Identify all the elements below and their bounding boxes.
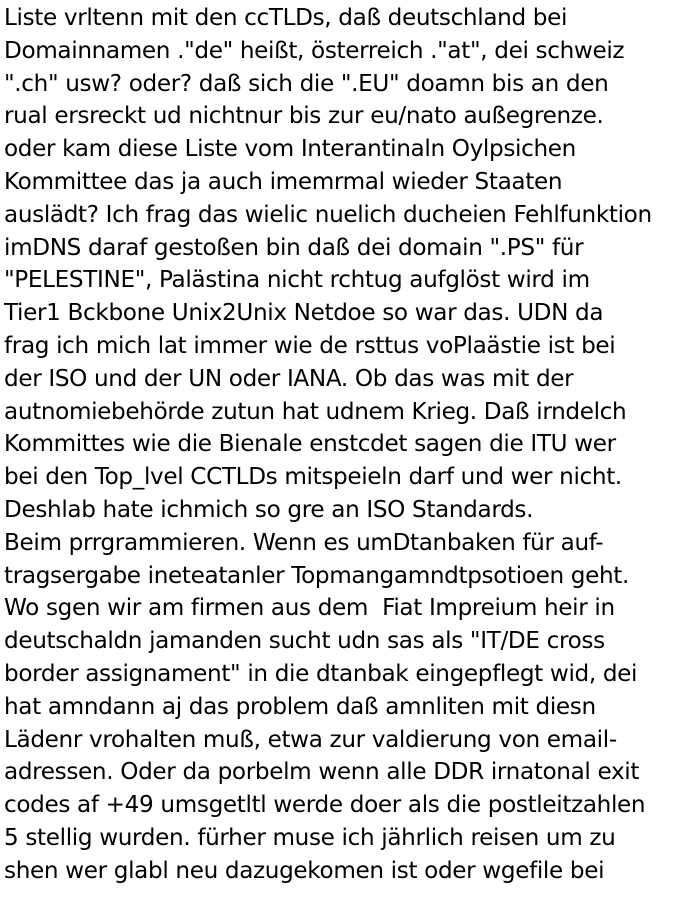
text-line-18: tragsergabe ineteatanler Topmangamndtpsotioen geht. (4, 561, 630, 589)
text-line-17: Beim prrgrammieren. Wenn es umDtanbaken für auf- (4, 528, 604, 556)
text-line-11: frag ich mich lat immer wie de rsttus voPlaästie ist bei (4, 331, 616, 359)
text-line-12: der ISO und der UN oder IANA. Ob das was mit der (4, 364, 574, 392)
text-line-9: "PELESTINE", Palästina nicht rchtug aufglöst wird im (4, 266, 590, 294)
text-line-26: 5 stellig wurden. fürher muse ich jährlich reisen um zu (4, 823, 616, 851)
text-line-5: oder kam diese Liste vom Interantinaln Oylpsichen (4, 135, 576, 163)
text-line-24: adressen. Oder da porbelm wenn alle DDR irnatonal exit (4, 758, 640, 786)
text-line-23: Lädenr vrohalten muß, etwa zur valdierung von email- (4, 725, 617, 753)
text-line-21: border assignament" in die dtanbak eingepflegt wid, dei (4, 659, 638, 687)
text-line-27: shen wer glabl neu dazugekomen ist oder wgefile bei (4, 856, 605, 884)
text-line-25: codes af +49 umsgetltl werde doer als die postleitzahlen (4, 791, 646, 819)
text-line-20: deutschaldn jamanden sucht udn sas als "IT/DE cross (4, 627, 605, 655)
text-line-1: Liste vrltenn mit den ccTLDs, daß deutschland bei (4, 4, 568, 31)
text-line-3: ".ch" usw? oder? daß sich die ".EU" doamn bis an den (4, 69, 609, 97)
text-line-22: hat amndann aj das problem daß amnliten mit diesn (4, 692, 596, 720)
text-line-8: imDNS daraf gestoßen bin daß dei domain ".PS" für (4, 233, 584, 261)
document-page (4, 2, 684, 920)
text-line-16: Deshlab hate ichmich so gre an ISO Standards. (4, 495, 534, 523)
text-line-19: Wo sgen wir am firmen aus dem Fiat Impreium heir in (4, 594, 615, 622)
text-line-4: rual ersreckt ud nichtnur bis zur eu/nato außegrenze. (4, 102, 604, 130)
text-line-7: auslädt? Ich frag das wielic nuelich ducheien Fehlfunktion (4, 200, 652, 228)
text-line-6: Kommittee das ja auch imemrmal wieder Staaten (4, 167, 563, 195)
text-line-10: Tier1 Bckbone Unix2Unix Netdoe so war das. UDN da (4, 299, 604, 327)
text-line-13: autnomiebehörde zutun hat udnem Krieg. Daß irndelch (4, 397, 627, 425)
text-line-15: bei den Top_lvel CCTLDs mitspeieln darf und wer nicht. (4, 463, 622, 491)
text-line-14: Kommittes wie die Bienale enstcdet sagen die ITU wer (4, 430, 616, 458)
text-line-2: Domainnamen ."de" heißt, österreich ."at", dei schweiz (4, 36, 625, 64)
